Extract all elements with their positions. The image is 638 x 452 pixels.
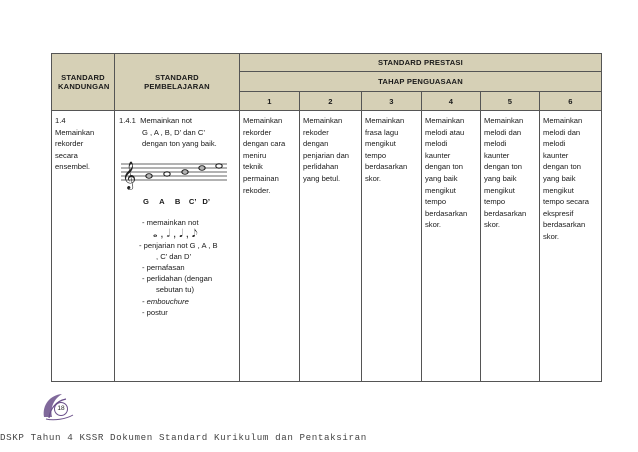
header-standard-kandungan: STANDARD KANDUNGAN xyxy=(52,54,115,111)
level-desc-line: Memainkan xyxy=(303,116,343,125)
list-item: - embouchure xyxy=(142,296,189,306)
level-desc-line: melodi xyxy=(484,139,507,149)
level-desc-line: dengan ton xyxy=(484,162,523,172)
kandungan-cell xyxy=(52,111,115,382)
level-desc-line: yang betul. xyxy=(303,173,341,183)
level-desc-line: tempo xyxy=(365,150,387,160)
level-header-5: 5 xyxy=(481,92,540,111)
list-item: - penjarian not G , A , B xyxy=(139,240,218,250)
footer-text: DSKP Tahun 4 KSSR Dokumen Standard Kurikulum dan Pentaksiran xyxy=(0,432,367,443)
level-desc-line: rekoder xyxy=(303,127,329,137)
header-standard-prestasi: STANDARD PRESTASI xyxy=(240,54,602,72)
level-desc-line: mengikut xyxy=(543,185,574,195)
kandungan-line: Memainkan xyxy=(55,127,95,137)
header-standard-pembelajaran: STANDARD PEMBELAJARAN xyxy=(115,54,240,111)
level-desc-line: skor. xyxy=(365,173,382,183)
level-desc-line: Memainkan xyxy=(243,116,283,125)
level-desc-line: frasa lagu xyxy=(365,127,399,137)
list-item: , C’ dan D’ xyxy=(156,251,192,261)
level-desc-line: teknik xyxy=(243,162,263,172)
level-desc-line: Memainkan xyxy=(425,116,465,125)
level-desc-line: skor. xyxy=(425,220,442,230)
level-desc-line: Memainkan xyxy=(365,116,405,125)
kandungan-line: ensembel. xyxy=(55,162,91,172)
level-desc-line: dengan cara xyxy=(243,139,286,149)
level-desc-line: penjarian dan xyxy=(303,150,350,160)
pembelajaran-line: G , A , B, D’ dan C’ xyxy=(142,127,206,137)
level-desc-line: dengan xyxy=(303,139,329,149)
kandungan-line: 1.4 xyxy=(55,116,66,125)
level-desc-4 xyxy=(422,111,481,382)
level-desc-6 xyxy=(540,111,602,382)
level-header-6: 6 xyxy=(540,92,602,111)
level-desc-line: yang baik xyxy=(484,173,517,183)
music-staff-icon xyxy=(119,154,236,192)
rhythm-symbols: 𝅝 , 𝅗𝅥 , 𝅘𝅥 , 𝅘𝅥𝅮 xyxy=(153,227,198,240)
level-desc-line: melodi dan xyxy=(484,127,522,137)
level-desc-line: kaunter xyxy=(484,150,510,160)
level-desc-line: dengan ton xyxy=(425,162,464,172)
level-desc-1 xyxy=(240,111,300,382)
level-desc-line: melodi dan xyxy=(543,127,581,137)
level-desc-line: mengikut xyxy=(365,139,396,149)
level-desc-line: berdasarkan xyxy=(543,220,586,230)
level-desc-line: berdasarkan xyxy=(425,208,468,218)
level-desc-line: berdasarkan xyxy=(365,162,408,172)
level-desc-line: tempo xyxy=(484,197,506,207)
kandungan-line: rekorder xyxy=(55,139,84,149)
pembelajaran-code: 1.4.1 xyxy=(119,116,136,125)
level-desc-line: mengikut xyxy=(484,185,515,195)
kandungan-line: secara xyxy=(55,150,78,160)
level-desc-line: skor. xyxy=(484,220,501,230)
level-desc-line: tempo xyxy=(425,197,447,207)
level-desc-line: meniru xyxy=(243,150,267,160)
level-desc-line: kaunter xyxy=(543,150,569,160)
pembelajaran-cell xyxy=(115,111,240,382)
header-tahap-penguasaan: TAHAP PENGUASAAN xyxy=(240,72,602,92)
pembelajaran-text: Memainkan not xyxy=(140,116,193,125)
level-header-4: 4 xyxy=(422,92,481,111)
level-desc-line: Memainkan xyxy=(484,116,524,125)
level-desc-line: melodi xyxy=(425,139,448,149)
level-desc-line: tempo secara xyxy=(543,197,590,207)
standards-table xyxy=(51,53,602,382)
level-header-1: 1 xyxy=(240,92,300,111)
list-item: - perlidahan (dengan xyxy=(142,274,213,284)
level-desc-line: berdasarkan xyxy=(484,208,527,218)
level-desc-2 xyxy=(300,111,362,382)
level-desc-line: Memainkan xyxy=(543,116,583,125)
level-desc-line: yang baik xyxy=(425,173,458,183)
level-desc-3 xyxy=(362,111,422,382)
list-item: sebutan tu) xyxy=(156,285,194,295)
list-item: - memainkan not xyxy=(142,218,199,228)
level-desc-line: ekspresif xyxy=(543,208,574,218)
notes-label: G A B C’ D’ xyxy=(143,196,210,206)
level-desc-line: rekoder. xyxy=(243,185,271,195)
level-desc-line: mengikut xyxy=(425,185,456,195)
level-desc-line: melodi xyxy=(543,139,566,149)
level-desc-line: yang baik xyxy=(543,173,576,183)
level-desc-line: permainan xyxy=(243,173,279,183)
pembelajaran-line: dengan ton yang baik. xyxy=(142,139,217,149)
svg-text:𝄞: 𝄞 xyxy=(122,160,137,189)
level-desc-line: rekorder xyxy=(243,127,272,137)
level-desc-line: melodi atau xyxy=(425,127,465,137)
pembelajaran-line xyxy=(119,115,236,127)
page-number: 18 xyxy=(54,402,68,416)
list-item: - postur xyxy=(142,307,168,317)
level-desc-line: skor. xyxy=(543,231,560,241)
level-desc-line: kaunter xyxy=(425,150,451,160)
level-desc-5 xyxy=(481,111,540,382)
list-item: - pernafasan xyxy=(142,262,185,272)
level-header-2: 2 xyxy=(300,92,362,111)
level-desc-line: dengan ton xyxy=(543,162,582,172)
level-desc-line: perlidahan xyxy=(303,162,339,172)
level-header-3: 3 xyxy=(362,92,422,111)
